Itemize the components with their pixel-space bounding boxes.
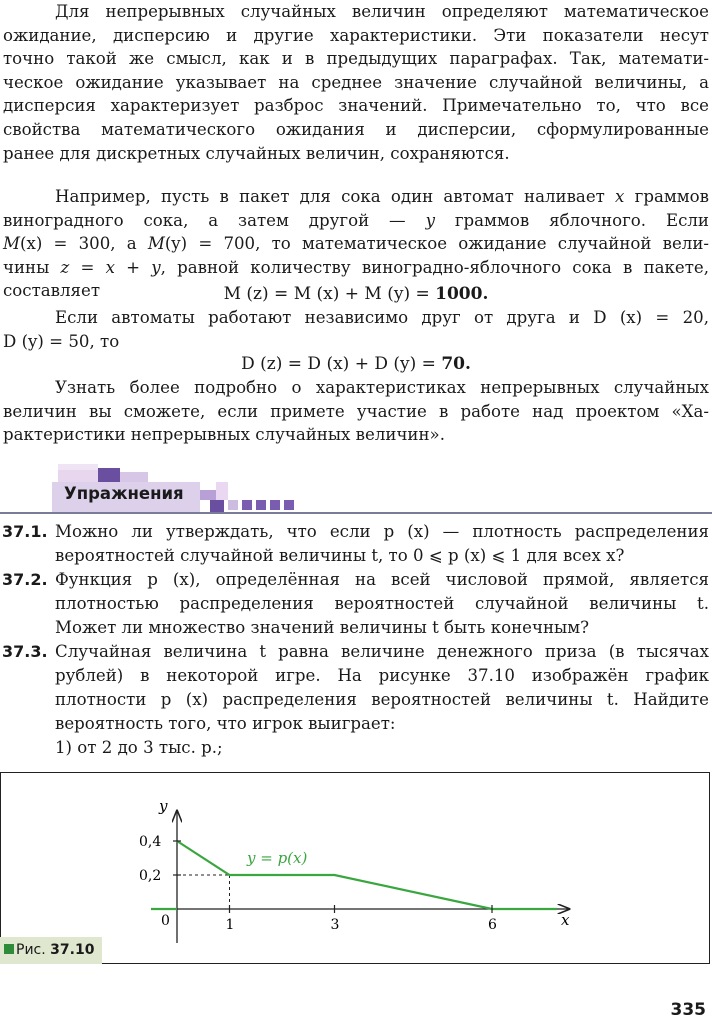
text-line: Случайная величина t равна величине денежного приза (в тысячах xyxy=(55,642,709,661)
axis-ticks xyxy=(139,834,497,933)
text-line: дисперсия характеризует разброс значений. Примечательно то, что все xyxy=(3,96,709,116)
text-span: M xyxy=(3,234,20,254)
paragraph-4 xyxy=(3,376,709,447)
density-polyline xyxy=(177,841,492,909)
text-span: z = x + y xyxy=(60,257,161,277)
text-span: , равной количеству виноградно-яблочного сока в пакете, xyxy=(160,257,710,277)
curve-label: y = p(x) xyxy=(247,849,308,867)
formula-expectation xyxy=(0,282,712,306)
density-curve xyxy=(151,841,557,909)
text-span: чины xyxy=(3,257,61,277)
text-span: M xyxy=(147,234,165,254)
caption-marker-icon xyxy=(4,944,14,954)
figure-37-10 xyxy=(0,772,710,964)
text-line: D (y) = 50, то xyxy=(3,331,120,351)
exercise-body xyxy=(55,520,709,568)
text-span: граммов яблочного. Если xyxy=(434,210,709,230)
text-span: Например, пусть в пакет для сока один автомат наливает xyxy=(55,187,616,206)
text-line: плотности p (x) распределения вероятностей величины t. Найдите xyxy=(55,690,709,709)
formula-result: 1000. xyxy=(435,284,489,304)
text-line: Может ли множество значений величины t быть конечным? xyxy=(55,618,590,637)
x-tick-label: 6 xyxy=(488,917,497,933)
text-line: Функция p (x), определённая на всей числовой прямой, является xyxy=(55,570,709,589)
formula-variance xyxy=(0,352,712,376)
y-axis-label: y xyxy=(159,797,168,815)
caption-number: 37.10 xyxy=(50,942,95,958)
figure-caption xyxy=(0,937,102,964)
text-line xyxy=(3,232,709,256)
text-line: виноградного сока, а затем другой — y граммов яблочного. Если xyxy=(3,210,709,230)
text-span: граммов xyxy=(624,187,709,206)
formula-lhs: D (z) = D (x) + D (y) = xyxy=(241,354,442,374)
text-line: ческое ожидание указывает на среднее значение случайной величины, а xyxy=(3,72,709,92)
text-line: вероятность того, что игрок выиграет: xyxy=(55,714,396,733)
x-axis-label: x xyxy=(561,911,570,929)
text-line: Можно ли утверждать, что если p (x) — плотность распределения xyxy=(55,522,709,541)
text-line: составляет xyxy=(3,281,101,301)
paragraph-3 xyxy=(3,306,709,353)
text-line: вероятностей случайной величины t, то 0 ⩽ p (x) ⩽ 1 для всех x? xyxy=(55,546,625,565)
text-line xyxy=(3,256,709,280)
guide-lines xyxy=(177,875,230,909)
text-span: (x) = 300, а xyxy=(20,234,148,254)
x-tick-label: 1 xyxy=(225,917,235,933)
exercise-number: 37.1. xyxy=(2,522,48,541)
text-line: Узнать более подробно о характеристиках непрерывных случайных xyxy=(55,378,709,397)
caption-prefix: Рис. xyxy=(16,942,46,958)
exercise-number: 37.2. xyxy=(2,570,48,589)
origin-label: 0 xyxy=(161,913,170,929)
text-span: виноградного сока, а затем другой — xyxy=(3,210,426,230)
text-line: плотностью распределения вероятностей случайной величины t. xyxy=(55,594,709,613)
x-tick-label: 3 xyxy=(330,917,340,933)
formula-result: 70. xyxy=(441,354,471,374)
text-line: 1) от 2 до 3 тыс. р.; xyxy=(55,738,223,757)
text-line: ранее для дискретных случайных величин, сохраняются. xyxy=(3,143,510,163)
text-line: рублей) в некоторой игре. На рисунке 37.10 изображён график xyxy=(55,666,709,685)
text-line: Для непрерывных случайных величин определяют математическое xyxy=(55,2,709,21)
y-tick-label: 0,4 xyxy=(139,834,162,850)
exercise-body xyxy=(55,640,709,760)
page-number: 335 xyxy=(670,1000,706,1020)
paragraph-1 xyxy=(3,0,709,165)
text-span: (y) = 700, то математическое ожидание случайной вели- xyxy=(164,234,709,254)
exercise-number: 37.3. xyxy=(2,642,48,661)
exercises-divider xyxy=(0,512,712,514)
y-tick-label: 0,2 xyxy=(139,868,162,884)
text-line: точно такой же смысл, как и в предыдущих параграфах. Так, математи- xyxy=(3,49,709,69)
exercises-title: Упражнения xyxy=(64,484,184,503)
text-line: Если автоматы работают независимо друг от друга и D (x) = 20, xyxy=(55,308,709,327)
text-line: величин вы сможете, если примете участие в работе над проектом «Ха- xyxy=(3,401,709,421)
text-line: рактеристики непрерывных случайных величин». xyxy=(3,425,445,445)
formula-lhs: M (z) = M (x) + M (y) = xyxy=(223,284,436,304)
text-line: ожидание, дисперсию и другие характеристики. Эти показатели несут xyxy=(3,25,709,45)
density-graph xyxy=(1,773,709,963)
exercise-body xyxy=(55,568,709,640)
text-line: свойства математического ожидания и дисперсии, сформулированные xyxy=(3,119,709,139)
text-line: Например, пусть в пакет для сока один автомат наливает x граммов xyxy=(55,187,709,206)
